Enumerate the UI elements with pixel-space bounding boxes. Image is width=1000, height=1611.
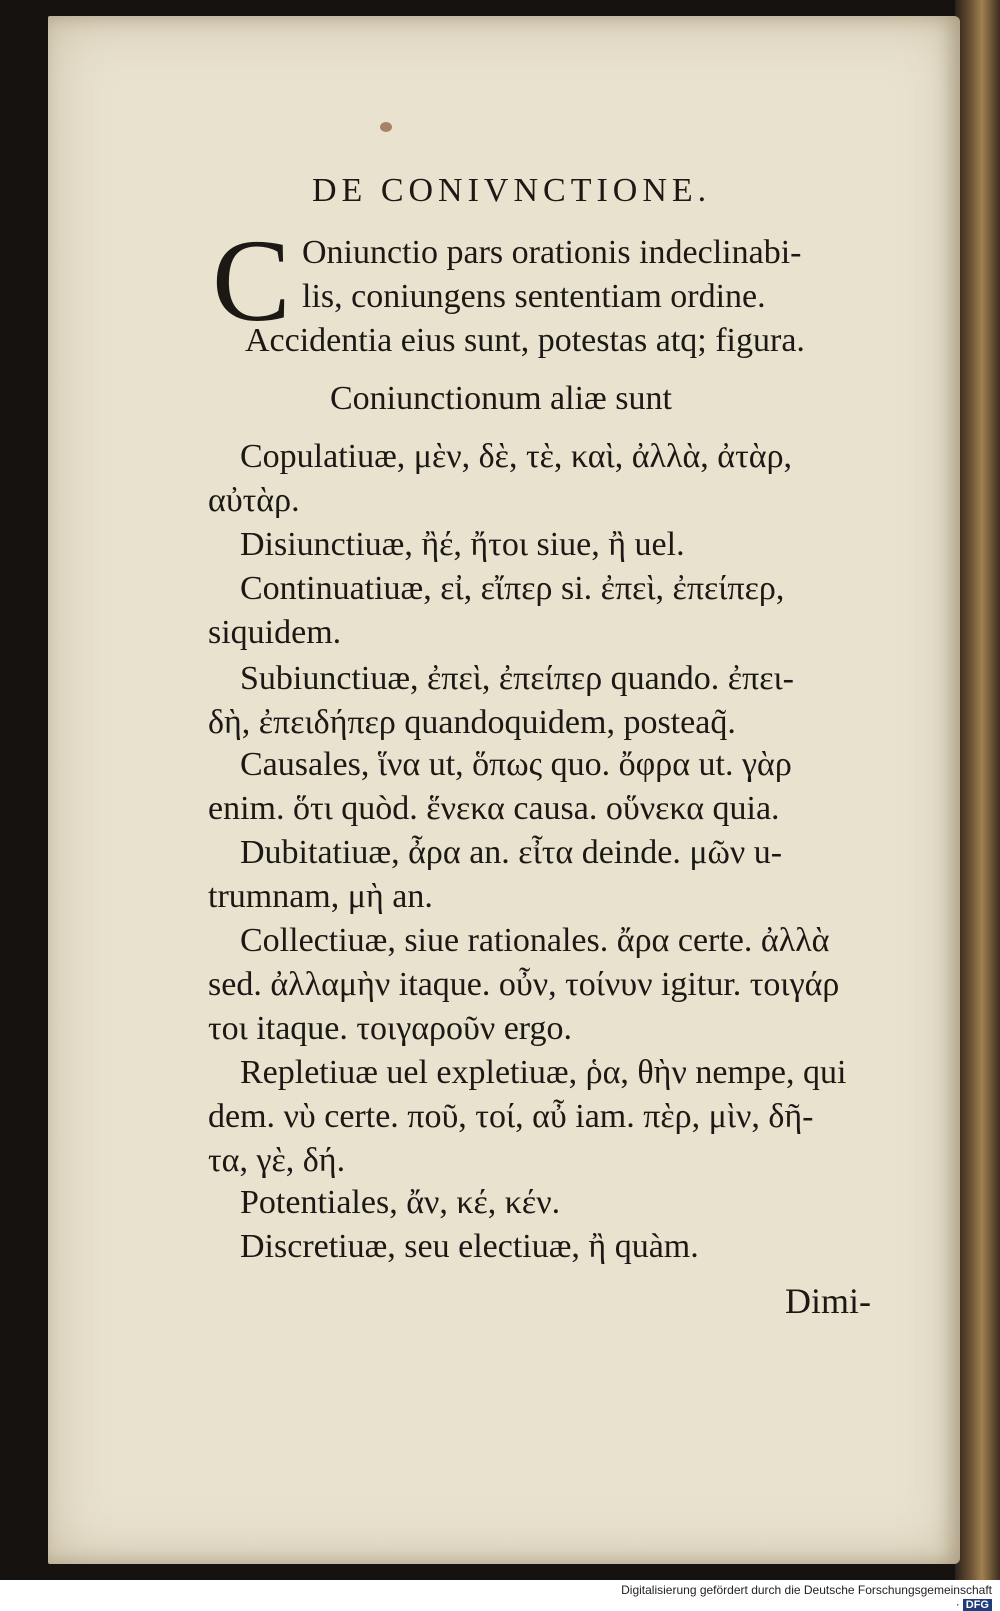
catchword: Dimi- (785, 1281, 871, 1321)
text-line: Repletiuæ uel expletiuæ, ῥα, θὴν nempe, qui (240, 1054, 847, 1091)
credit-text: Digitalisierung gefördert durch die Deutsche Forschungsgemeinschaft · (621, 1583, 992, 1611)
text-line: sed. ἀλλαμὴν itaque. οὖν, τοίνυν igitur. τοιγάρ (208, 966, 840, 1003)
text-line: αὐτὰρ. (208, 482, 300, 519)
drop-capital: C (212, 215, 291, 346)
book-edge (955, 0, 1000, 1580)
text-line: Potentiales, ἄν, κέ, κέν. (240, 1184, 561, 1221)
text-line: Collectiuæ, siue rationales. ἄρα certe. ἀλλὰ (240, 922, 830, 959)
text-line: δὴ, ἐπειδήπερ quandoquidem, posteaq̃. (208, 704, 736, 741)
text-line: Subiunctiuæ, ἐπεὶ, ἐπείπερ quando. ἐπει- (240, 660, 794, 697)
dfg-logo: DFG (963, 1599, 992, 1611)
text-line: τα, γὲ, δή. (208, 1142, 346, 1179)
text-line: Causales, ἵνα ut, ὅπως quo. ὄφρα ut. γὰρ (240, 746, 792, 783)
text-line: lis, coniungens sententiam ordine. (302, 278, 766, 315)
text-line: enim. ὅτι quòd. ἕνεκα causa. οὕνεκα quia. (208, 790, 780, 827)
text-line: Disiunctiuæ, ἢέ, ἤτοι siue, ἢ uel. (240, 526, 685, 563)
text-line: dem. νὺ certe. ποῦ, τοί, αὖ iam. πὲρ, μὶν, δῆ- (208, 1098, 814, 1135)
page-heading: DE CONIVNCTIONE. (312, 172, 712, 209)
text-line: τοι itaque. τοιγαροῦν ergo. (208, 1010, 573, 1047)
text-line: Continuatiuæ, εἰ, εἴπερ si. ἐπεὶ, ἐπείπερ, (240, 570, 785, 607)
text-line: Oniunctio pars orationis indeclinabi- (302, 234, 802, 271)
text-line: Dubitatiuæ, ἆρα an. εἶτα deinde. μῶν u- (240, 834, 783, 871)
text-line: trumnam, μὴ an. (208, 878, 433, 915)
digitization-credit (620, 1583, 992, 1611)
text-line: siquidem. (208, 614, 342, 651)
text-line: Accidentia eius sunt, potestas atq; figura. (245, 322, 805, 359)
ink-stain (380, 122, 392, 132)
text-line: Discretiuæ, seu electiuæ, ἢ quàm. (240, 1228, 699, 1265)
text-line: Coniunctionum aliæ sunt (330, 380, 672, 417)
text-line: Copulatiuæ, μὲν, δὲ, τὲ, καὶ, ἀλλὰ, ἀτὰρ, (240, 438, 793, 475)
